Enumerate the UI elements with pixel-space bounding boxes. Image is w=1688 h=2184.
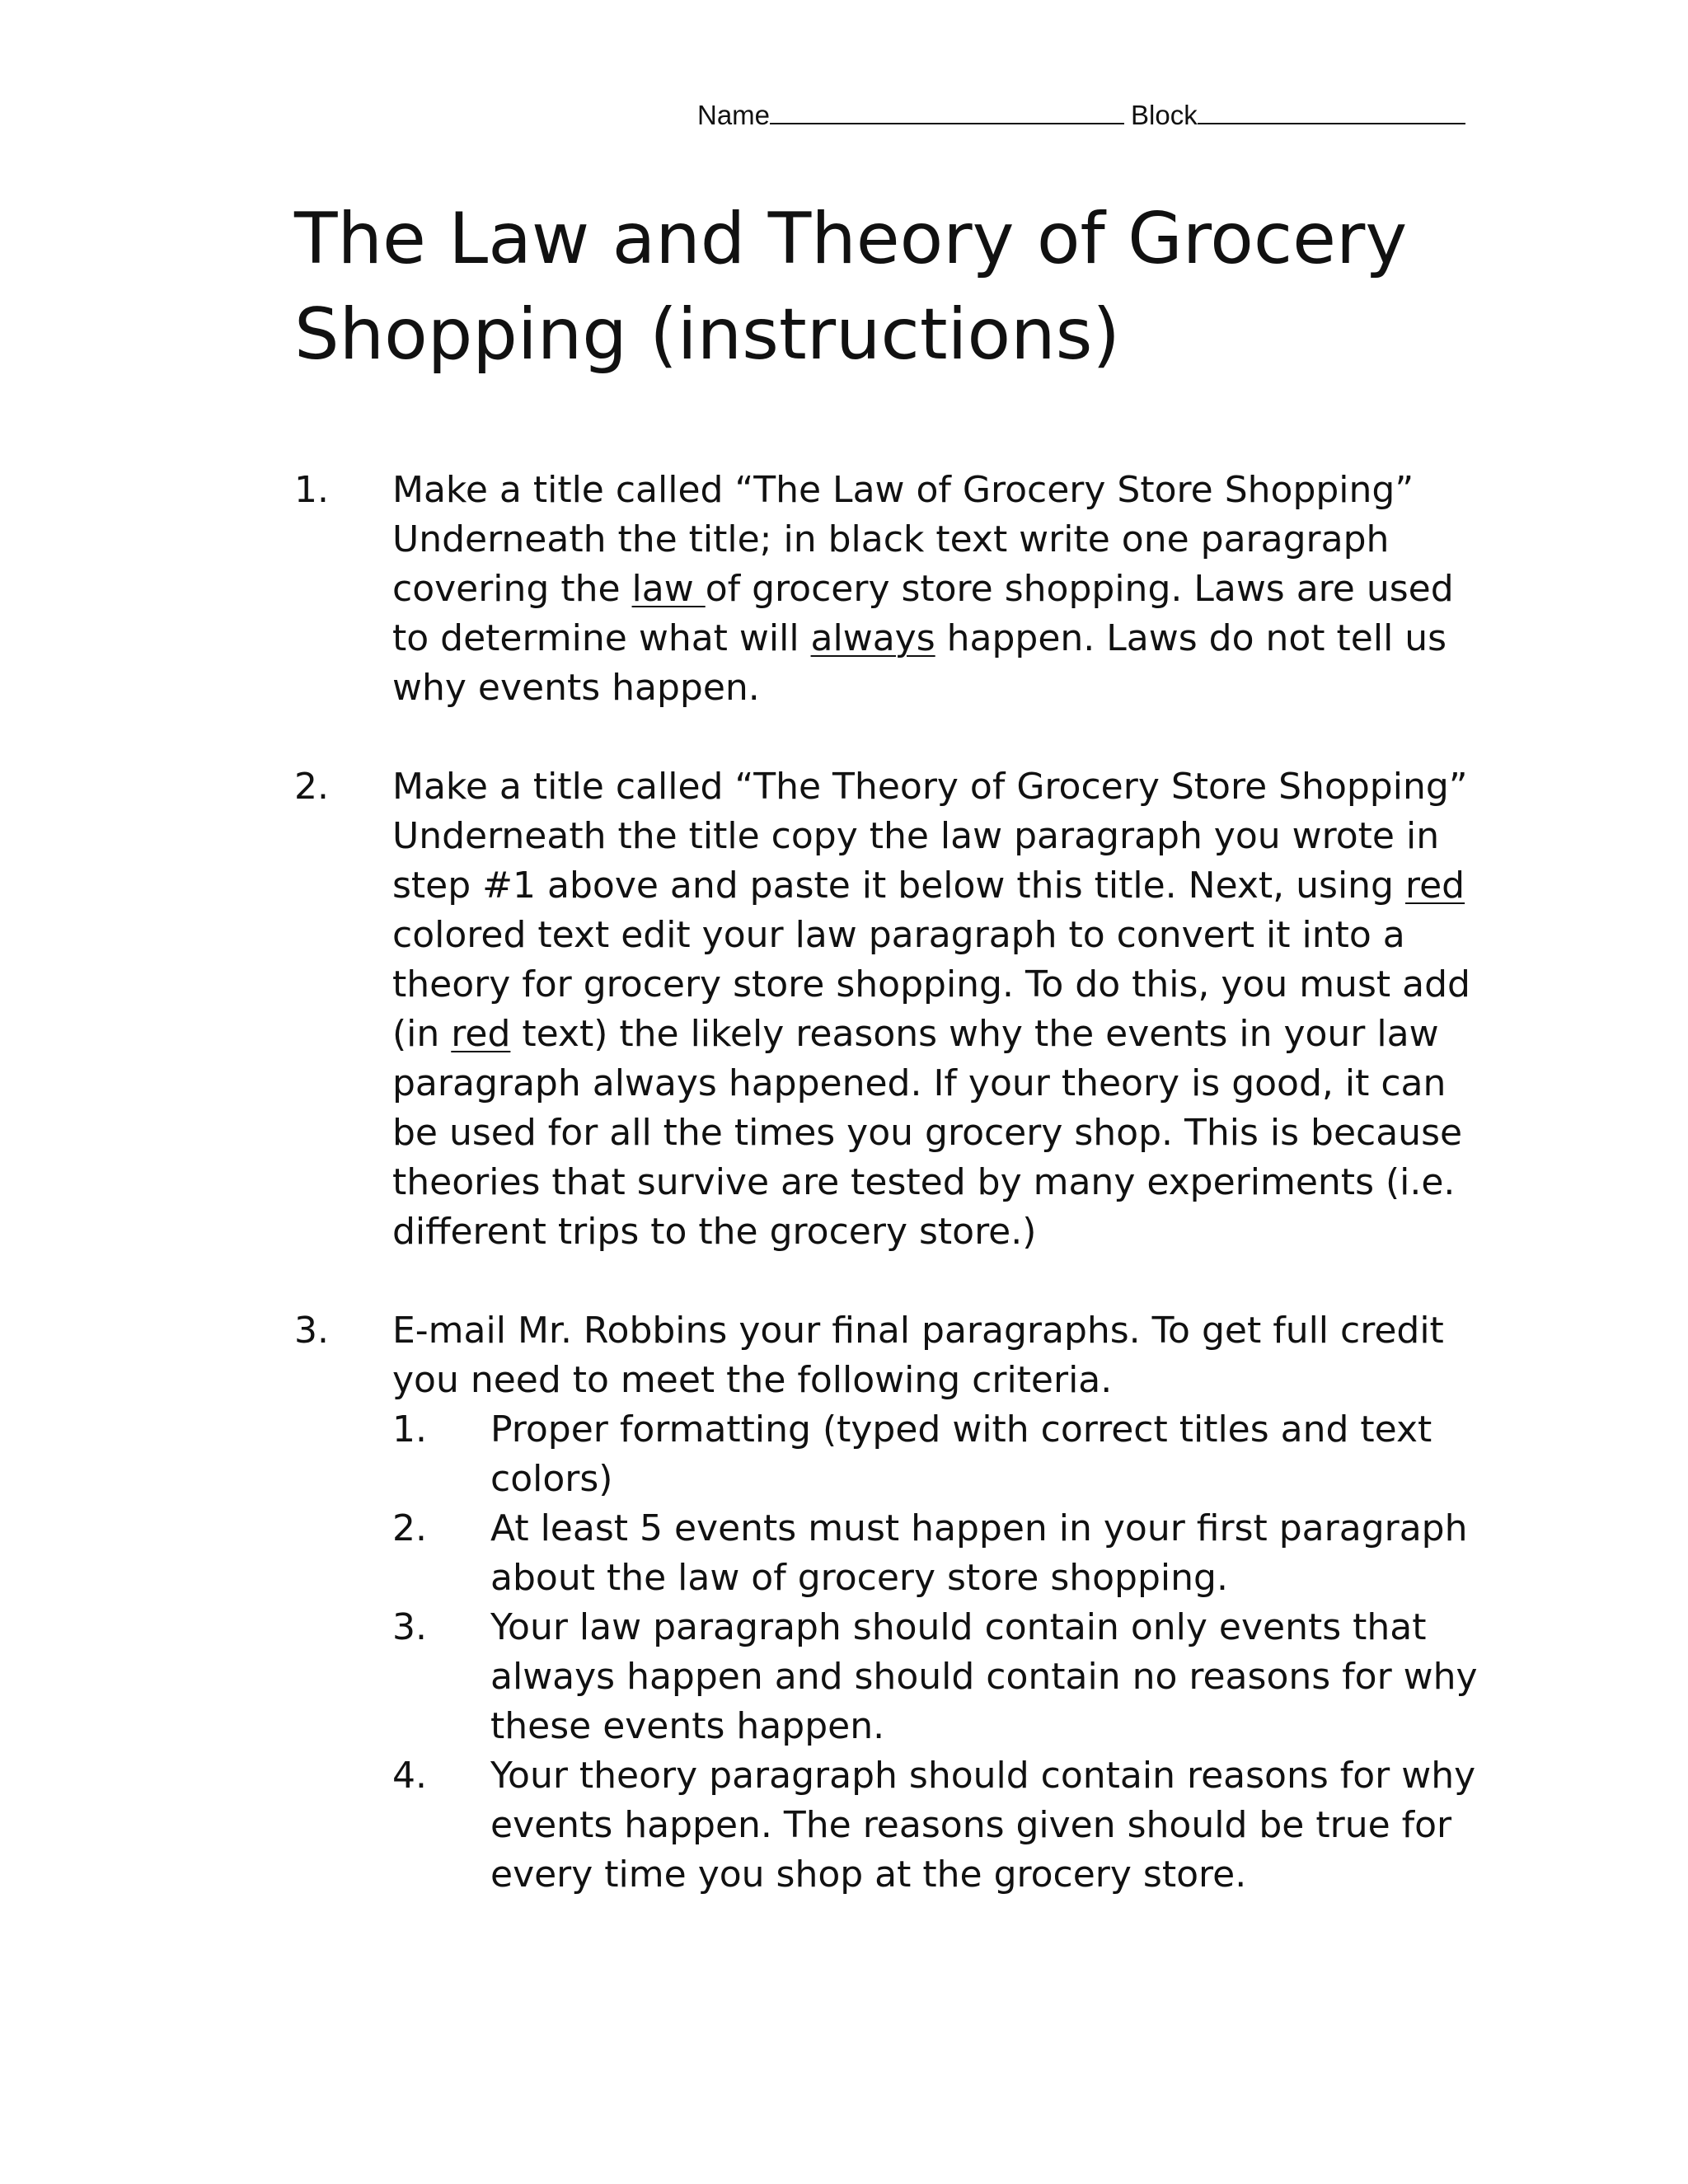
underlined-word-red: red [1404, 865, 1465, 907]
step-text: E-mail Mr. Robbins your final paragraphs. To get full credit you need to meet the following criteria. [392, 1310, 1444, 1401]
block-blank-line [1198, 98, 1465, 124]
step-number: 3. [294, 1310, 329, 1352]
step-number: 1. [294, 469, 329, 511]
step-text-part: happen. Laws do not tell us why events happen. [392, 617, 1447, 709]
step-text-part: Make a title called “The Theory of Grocery Store Shopping” Underneath the title copy the law paragraph you wrote in step #1 above and paste it below this title. Next, using [392, 766, 1468, 907]
title-line-2: Shopping (instructions) [294, 293, 1120, 376]
criteria-text: Your theory paragraph should contain reasons for why events happen. The reasons given should be true for every time you shop at the grocery store. [490, 1755, 1476, 1896]
criteria-text: At least 5 events must happen in your first paragraph about the law of grocery store shopping. [490, 1507, 1468, 1599]
step-text-part: colored text edit your law paragraph to convert it into a theory for grocery store shopping. To do this, you must add (in [392, 914, 1470, 1055]
title-line-1: The Law and Theory of Grocery [294, 198, 1408, 280]
criteria-item [392, 1603, 1489, 1751]
block-label: Block [1131, 100, 1198, 130]
instruction-step-3 [294, 1306, 1489, 1900]
criteria-text: Proper formatting (typed with correct titles and text colors) [490, 1408, 1432, 1500]
criteria-list [392, 1405, 1489, 1900]
name-blank-line [770, 98, 1124, 124]
step-text-part: text) the likely reasons why the events in your law paragraph always happened. If your theory is good, it can be used for all the times you grocery shop. This is because theories that survive are tested by many experiments (i.e. different trips to the grocery store.) [392, 1013, 1463, 1253]
criteria-number: 4. [392, 1755, 427, 1797]
name-block-header [697, 97, 1472, 134]
step-text [392, 469, 1454, 709]
criteria-number: 2. [392, 1507, 427, 1549]
underlined-word-law: law [631, 568, 706, 610]
criteria-text: Your law paragraph should contain only events that always happen and should contain no reasons for why these events happen. [490, 1606, 1478, 1747]
instruction-list [294, 466, 1489, 1949]
name-label: Name [697, 100, 771, 130]
criteria-item [392, 1405, 1489, 1504]
page-title [294, 191, 1489, 382]
criteria-number: 3. [392, 1606, 427, 1648]
underlined-word-red: red [451, 1013, 511, 1055]
instruction-step-1 [294, 466, 1489, 713]
step-text [392, 766, 1470, 1253]
criteria-item [392, 1504, 1489, 1603]
step-text-part: of grocery store shopping. Laws are used to determine what will [392, 568, 1454, 659]
step-number: 2. [294, 766, 329, 808]
criteria-number: 1. [392, 1408, 427, 1451]
underlined-word-always: always [810, 617, 935, 659]
step-text-part: Make a title called “The Law of Grocery Store Shopping” Underneath the title; in black text write one paragraph covering the [392, 469, 1414, 610]
instruction-step-2 [294, 762, 1489, 1257]
criteria-item [392, 1751, 1489, 1900]
